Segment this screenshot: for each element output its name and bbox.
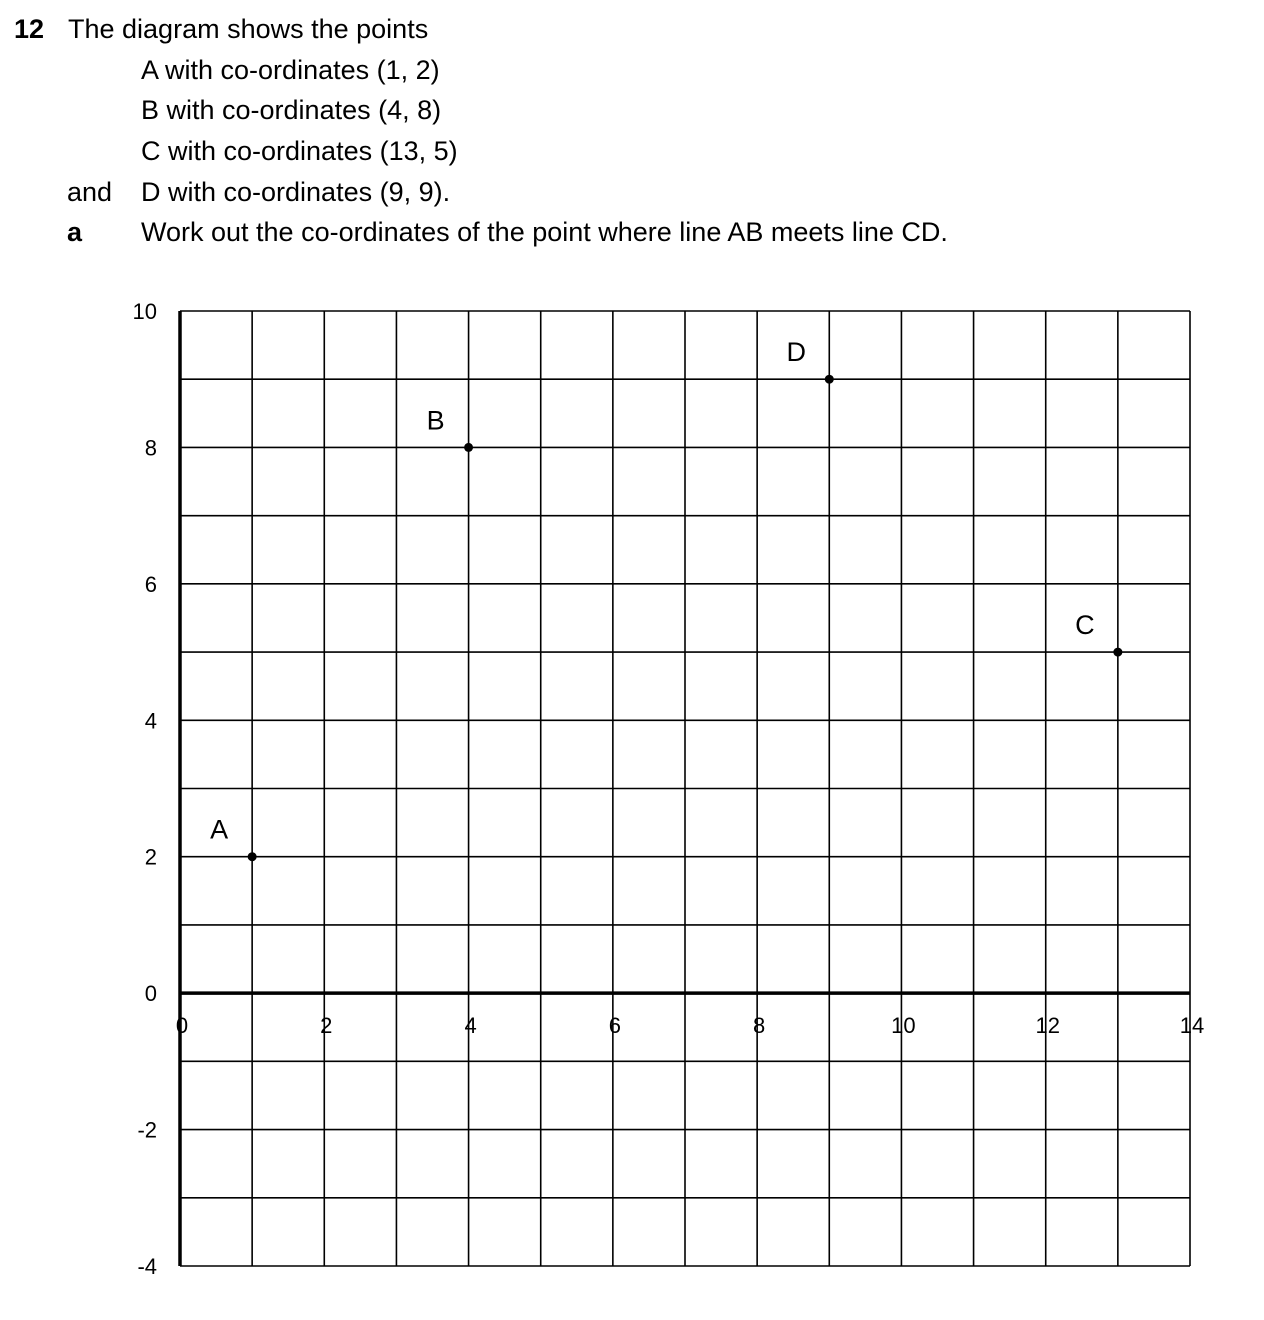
point-c-marker xyxy=(1113,648,1122,657)
x-tick-label: 0 xyxy=(175,1013,189,1039)
x-tick-label: 8 xyxy=(753,1013,766,1039)
question-number: 12 xyxy=(14,14,45,44)
x-tick-label: 10 xyxy=(891,1013,916,1039)
point-b-label: B xyxy=(426,405,445,436)
x-tick-label: 4 xyxy=(464,1013,477,1039)
y-tick-label: 4 xyxy=(144,708,157,734)
point-a-marker xyxy=(248,852,257,861)
y-tick-label: 0 xyxy=(144,981,157,1007)
point-d-text: D with co-ordinates (9, 9). xyxy=(141,177,451,207)
y-tick-label: 8 xyxy=(144,435,157,461)
part-text: Work out the co-ordinates of the point where line AB meets line CD. xyxy=(141,217,948,247)
x-tick-label: 6 xyxy=(608,1013,621,1039)
point-d-label: D xyxy=(786,337,807,368)
x-tick-label: 12 xyxy=(1035,1013,1060,1039)
part-label: a xyxy=(67,217,83,247)
y-tick-label: 10 xyxy=(132,299,157,324)
and-word: and xyxy=(67,177,113,207)
point-a-label: A xyxy=(210,814,229,845)
y-tick-label: -2 xyxy=(137,1117,157,1143)
y-tick-label: 6 xyxy=(144,571,157,597)
y-tick-label: 2 xyxy=(144,844,157,870)
x-tick-label: 2 xyxy=(320,1013,333,1039)
point-a-text: A with co-ordinates (1, 2) xyxy=(141,55,440,85)
point-c-label: C xyxy=(1075,610,1095,641)
question-intro: The diagram shows the points xyxy=(68,14,429,44)
point-b-text: B with co-ordinates (4, 8) xyxy=(141,95,442,125)
y-tick-label: -4 xyxy=(137,1254,157,1279)
point-b-marker xyxy=(464,443,473,452)
x-tick-label: 14 xyxy=(1179,1013,1205,1039)
point-d-marker xyxy=(825,375,834,384)
point-c-text: C with co-ordinates (13, 5) xyxy=(141,136,458,166)
